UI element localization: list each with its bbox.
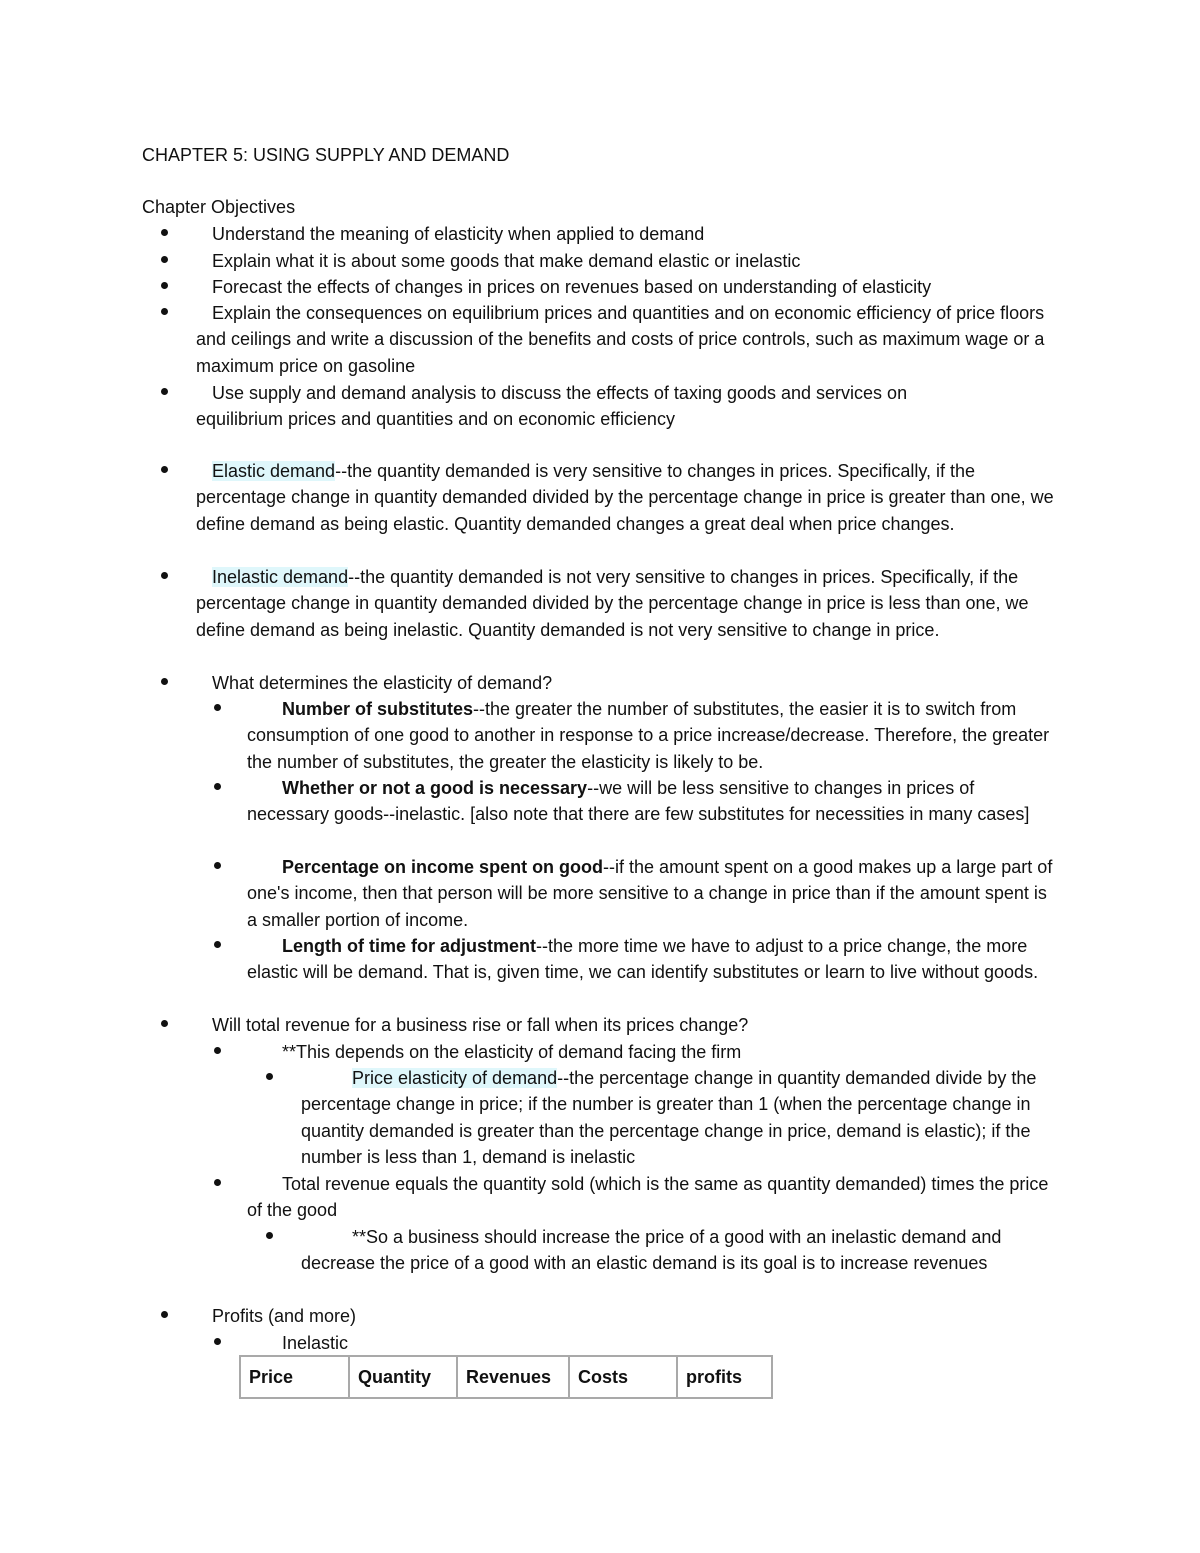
pricing-strategy-note: **So a business should increase the price of a good with an inelastic demand and decrease the price of a good with an elastic demand is its goal is to increase revenues [301, 1224, 1041, 1277]
highlighted-term: Price elasticity of demand [352, 1068, 558, 1088]
bullet-icon [161, 1020, 168, 1027]
table-header-row [240, 1356, 772, 1398]
bullet-icon [161, 466, 168, 473]
bullet-icon [214, 1047, 221, 1054]
determinant-item: Length of time for adjustment--the more time we have to adjust to a price change, the more elastic will be demand. That is, given time, we can identify substitutes or learn to live without goods. [247, 933, 1057, 986]
objective-item: Forecast the effects of changes in prices on revenues based on understanding of elasticity [196, 274, 1076, 300]
bullet-icon [214, 862, 221, 869]
bullet-icon [161, 229, 168, 236]
bullet-icon [266, 1232, 273, 1239]
objective-item: Explain the consequences on equilibrium prices and quantities and on economic efficiency of price floors and ceilings and write a discussion of the benefits and costs of price controls, such as maximum wage or a maximum price on gasoline [196, 300, 1056, 379]
table-header-cell: Price [240, 1356, 349, 1398]
determinants-question: What determines the elasticity of demand? [196, 670, 1076, 696]
revenue-depends-note: **This depends on the elasticity of demand facing the firm [247, 1039, 1067, 1065]
definition-inelastic-demand: Inelastic demand--the quantity demanded is not very sensitive to changes in prices. Specifically, if the percentage change in quantity demanded divided by the percentage change in price is less than one, we define demand as being inelastic. Quantity demanded is not very sensitive to change in price. [196, 564, 1066, 643]
profits-sub-item: Inelastic [247, 1330, 1067, 1356]
table-header-cell: Quantity [349, 1356, 457, 1398]
table-header-cell: Revenues [457, 1356, 569, 1398]
bullet-icon [161, 256, 168, 263]
objective-item: Explain what it is about some goods that make demand elastic or inelastic [196, 248, 1076, 274]
bullet-icon [214, 941, 221, 948]
objectives-heading: Chapter Objectives [142, 197, 296, 217]
total-revenue-note: Total revenue equals the quantity sold (which is the same as quantity demanded) times the price of the good [247, 1171, 1057, 1224]
table-header-cell: Costs [569, 1356, 677, 1398]
determinant-item: Number of substitutes--the greater the number of substitutes, the easier it is to switch from consumption of one good to another in response to a price increase/decrease. Therefore, the greater the number of substitutes, the greater the elasticity is likely to be. [247, 696, 1057, 775]
objective-item: Use supply and demand analysis to discuss the effects of taxing goods and services on equilibrium prices and quantities and on economic efficiency [196, 380, 986, 433]
bullet-icon [161, 282, 168, 289]
bullet-icon [161, 388, 168, 395]
determinant-item: Percentage on income spent on good--if the amount spent on a good makes up a large part of one's income, then that person will be more sensitive to a change in price than if the amount spent is a smaller portion of income. [247, 854, 1057, 933]
determinant-item: Whether or not a good is necessary--we will be less sensitive to changes in prices of necessary goods--inelastic. [also note that there are few substitutes for necessities in many cases] [247, 775, 1057, 828]
objective-item: Understand the meaning of elasticity when applied to demand [196, 221, 1076, 247]
table-header-cell: profits [677, 1356, 772, 1398]
highlighted-term: Inelastic demand [212, 567, 349, 587]
bullet-icon [266, 1073, 273, 1080]
profits-table [239, 1355, 773, 1399]
bullet-icon [161, 308, 168, 315]
bullet-icon [161, 1311, 168, 1318]
highlighted-term: Elastic demand [212, 461, 336, 481]
revenue-question: Will total revenue for a business rise or fall when its prices change? [196, 1012, 1076, 1038]
definition-elastic-demand: Elastic demand--the quantity demanded is very sensitive to changes in prices. Specifically, if the percentage change in quantity demanded divided by the percentage change in price is greater than one, we define demand as being elastic. Quantity demanded changes a great deal when price changes. [196, 458, 1066, 537]
bullet-icon [214, 704, 221, 711]
bullet-icon [214, 783, 221, 790]
bullet-icon [161, 678, 168, 685]
bullet-icon [214, 1179, 221, 1186]
bullet-icon [214, 1338, 221, 1345]
definition-price-elasticity: Price elasticity of demand--the percentage change in quantity demanded divide by the percentage change in price; if the number is greater than 1 (when the percentage change in quantity demanded is greater than the percentage change in price, demand is elastic); if the number is less than 1, demand is inelastic [301, 1065, 1061, 1170]
chapter-title: CHAPTER 5: USING SUPPLY AND DEMAND [142, 145, 510, 165]
bullet-icon [161, 572, 168, 579]
profits-item: Profits (and more) [196, 1303, 1076, 1329]
